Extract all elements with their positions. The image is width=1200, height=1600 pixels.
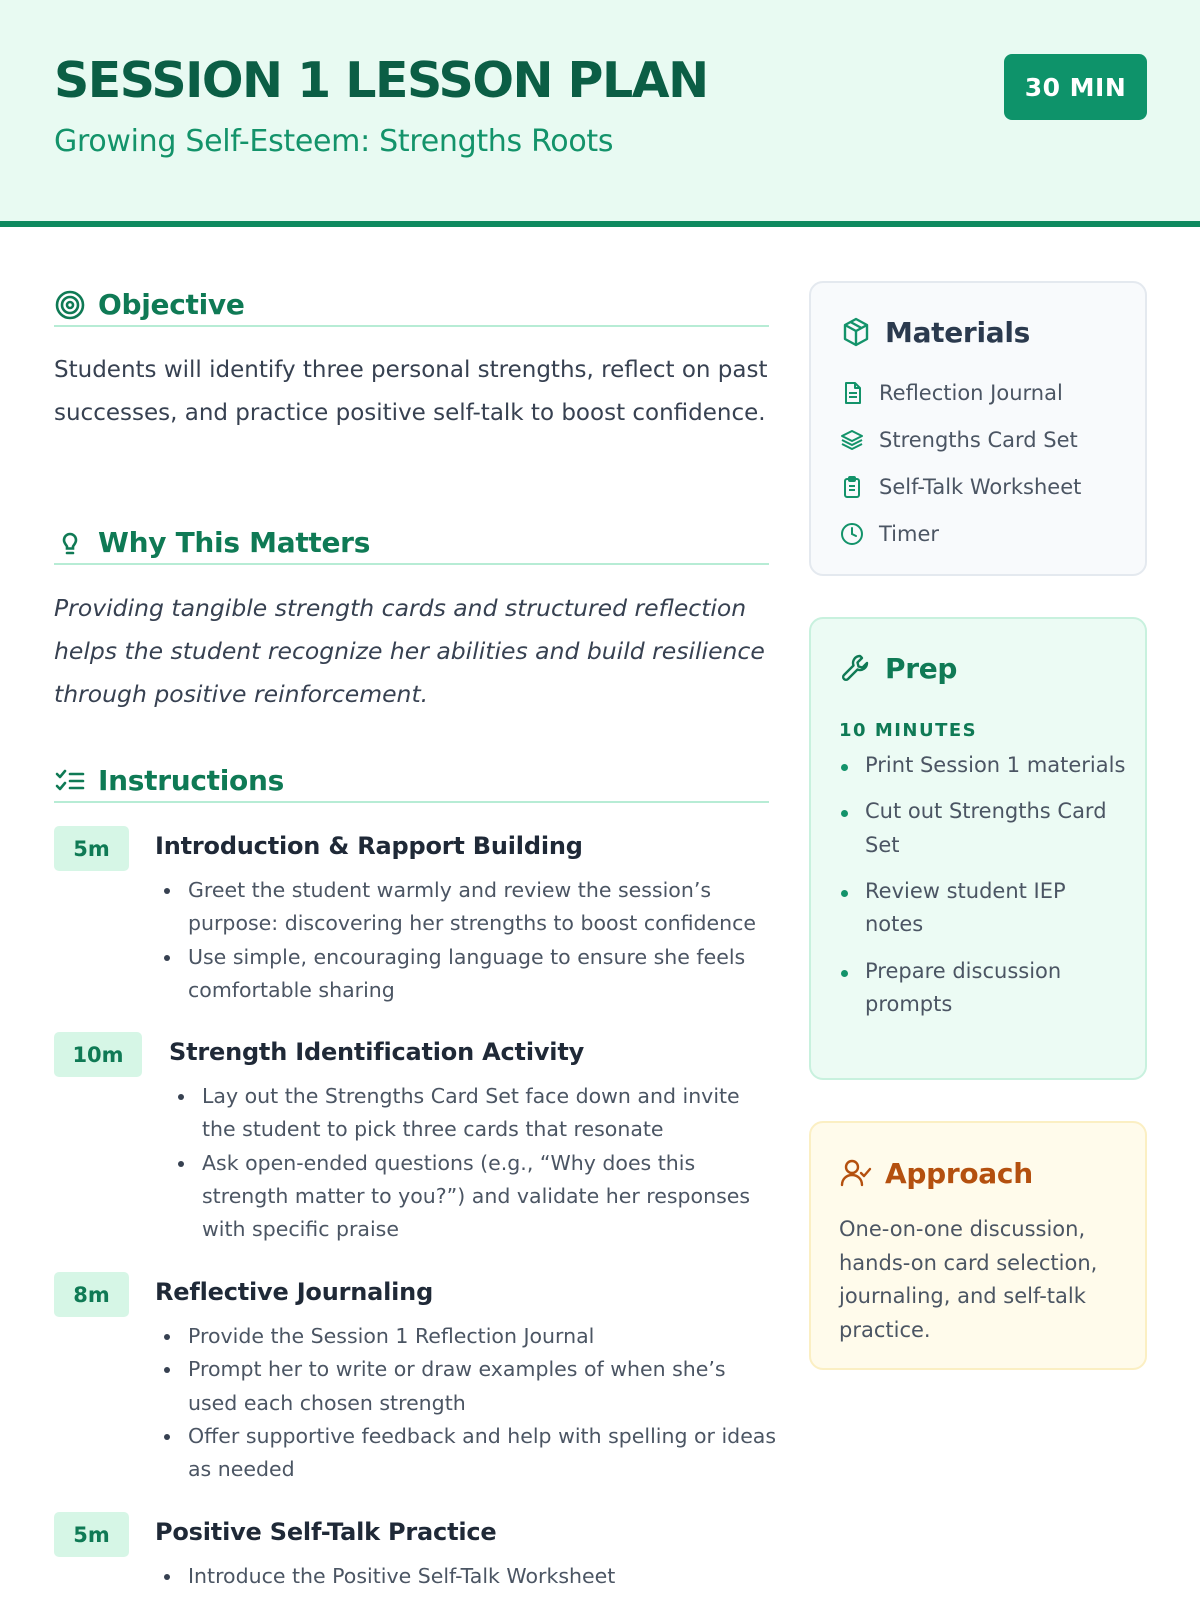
- target-icon: [54, 289, 86, 321]
- materials-item-label: Self-Talk Worksheet: [879, 474, 1082, 499]
- materials-item: [839, 510, 1081, 557]
- page-subtitle: Growing Self-Esteem: Strengths Roots: [54, 124, 614, 159]
- prep-title: Prep: [885, 651, 958, 685]
- materials-item: [839, 416, 1081, 463]
- step-bullet: Ask open-ended questions (e.g., “Why does this strength matter to you?”) and validate her responses with specific praise: [169, 1147, 774, 1247]
- materials-item-label: Timer: [879, 521, 940, 546]
- document-icon: [839, 380, 865, 406]
- objective-title: Objective: [98, 288, 245, 321]
- objective-text: Students will identify three personal strengths, reflect on past successes, and practice positive self-talk to boost confidence.: [54, 357, 768, 426]
- step-bullets: [169, 1080, 774, 1246]
- lightbulb-icon: [54, 527, 86, 559]
- materials-item-label: Reflection Journal: [879, 380, 1063, 405]
- step-time-badge: 8m: [54, 1272, 129, 1317]
- approach-text: One-on-one discussion, hands-on card selection, journaling, and self-talk practice.: [839, 1217, 1098, 1342]
- materials-item: [839, 369, 1081, 416]
- step-bullet: Introduce the Positive Self-Talk Worksheet: [155, 1560, 780, 1593]
- step-time-badge: 10m: [54, 1032, 142, 1077]
- step-title: Introduction & Rapport Building: [155, 832, 583, 860]
- step-bullet: Offer supportive feedback and help with spelling or ideas as needed: [155, 1420, 780, 1487]
- duration-badge: 30 MIN: [1004, 54, 1147, 120]
- instructions-heading: [54, 760, 769, 803]
- step-title: Strength Identification Activity: [169, 1038, 585, 1066]
- step-bullet: Provide the Session 1 Reflection Journal: [155, 1320, 780, 1353]
- materials-title: Materials: [885, 315, 1030, 349]
- prep-time-label: 10 MINUTES: [839, 720, 978, 741]
- step-time-badge: 5m: [54, 826, 129, 871]
- step-title: Positive Self-Talk Practice: [155, 1518, 497, 1546]
- prep-item: Print Session 1 materials: [839, 749, 1129, 783]
- step-time-badge: 5m: [54, 1512, 129, 1557]
- step-title: Reflective Journaling: [155, 1278, 434, 1306]
- materials-item-label: Strengths Card Set: [879, 427, 1078, 452]
- checklist-icon: [54, 765, 86, 797]
- clock-icon: [839, 521, 865, 547]
- user-check-icon: [839, 1156, 873, 1190]
- why-heading: [54, 522, 769, 565]
- materials-heading: [839, 315, 1030, 349]
- step-bullet: Use simple, encouraging language to ensure she feels comfortable sharing: [155, 941, 780, 1008]
- step-bullet: Prompt her to write or draw examples of when she’s used each chosen strength: [155, 1353, 780, 1420]
- approach-card: [809, 1121, 1147, 1370]
- prep-list: [839, 749, 1129, 1034]
- materials-card: [809, 281, 1147, 576]
- why-title: Why This Matters: [98, 526, 371, 559]
- why-text: Providing tangible strength cards and structured reflection helps the student recognize her abilities and build resilience through positive reinforcement.: [54, 594, 765, 708]
- objective-heading: [54, 284, 769, 327]
- materials-item: [839, 463, 1081, 510]
- prep-heading: [839, 651, 957, 685]
- prep-item: Prepare discussion prompts: [839, 955, 1129, 1022]
- wrench-icon: [839, 651, 873, 685]
- approach-heading: [839, 1156, 1033, 1190]
- step-bullets: [155, 1560, 780, 1593]
- step-bullets: [155, 874, 780, 1007]
- step-bullet: Greet the student warmly and review the session’s purpose: discovering her strengths to boost confidence: [155, 874, 780, 941]
- page-header: [0, 0, 1200, 227]
- step-bullets: [155, 1320, 780, 1486]
- clipboard-icon: [839, 474, 865, 500]
- prep-item: Review student IEP notes: [839, 875, 1129, 942]
- layers-icon: [839, 427, 865, 453]
- approach-title: Approach: [885, 1156, 1033, 1190]
- page-title: SESSION 1 LESSON PLAN: [54, 52, 708, 109]
- materials-list: [839, 369, 1081, 557]
- instructions-title: Instructions: [98, 764, 284, 797]
- step-bullet: Lay out the Strengths Card Set face down and invite the student to pick three cards that resonate: [169, 1080, 774, 1147]
- prep-item: Cut out Strengths Card Set: [839, 795, 1129, 862]
- prep-card: [809, 617, 1147, 1080]
- package-icon: [839, 315, 873, 349]
